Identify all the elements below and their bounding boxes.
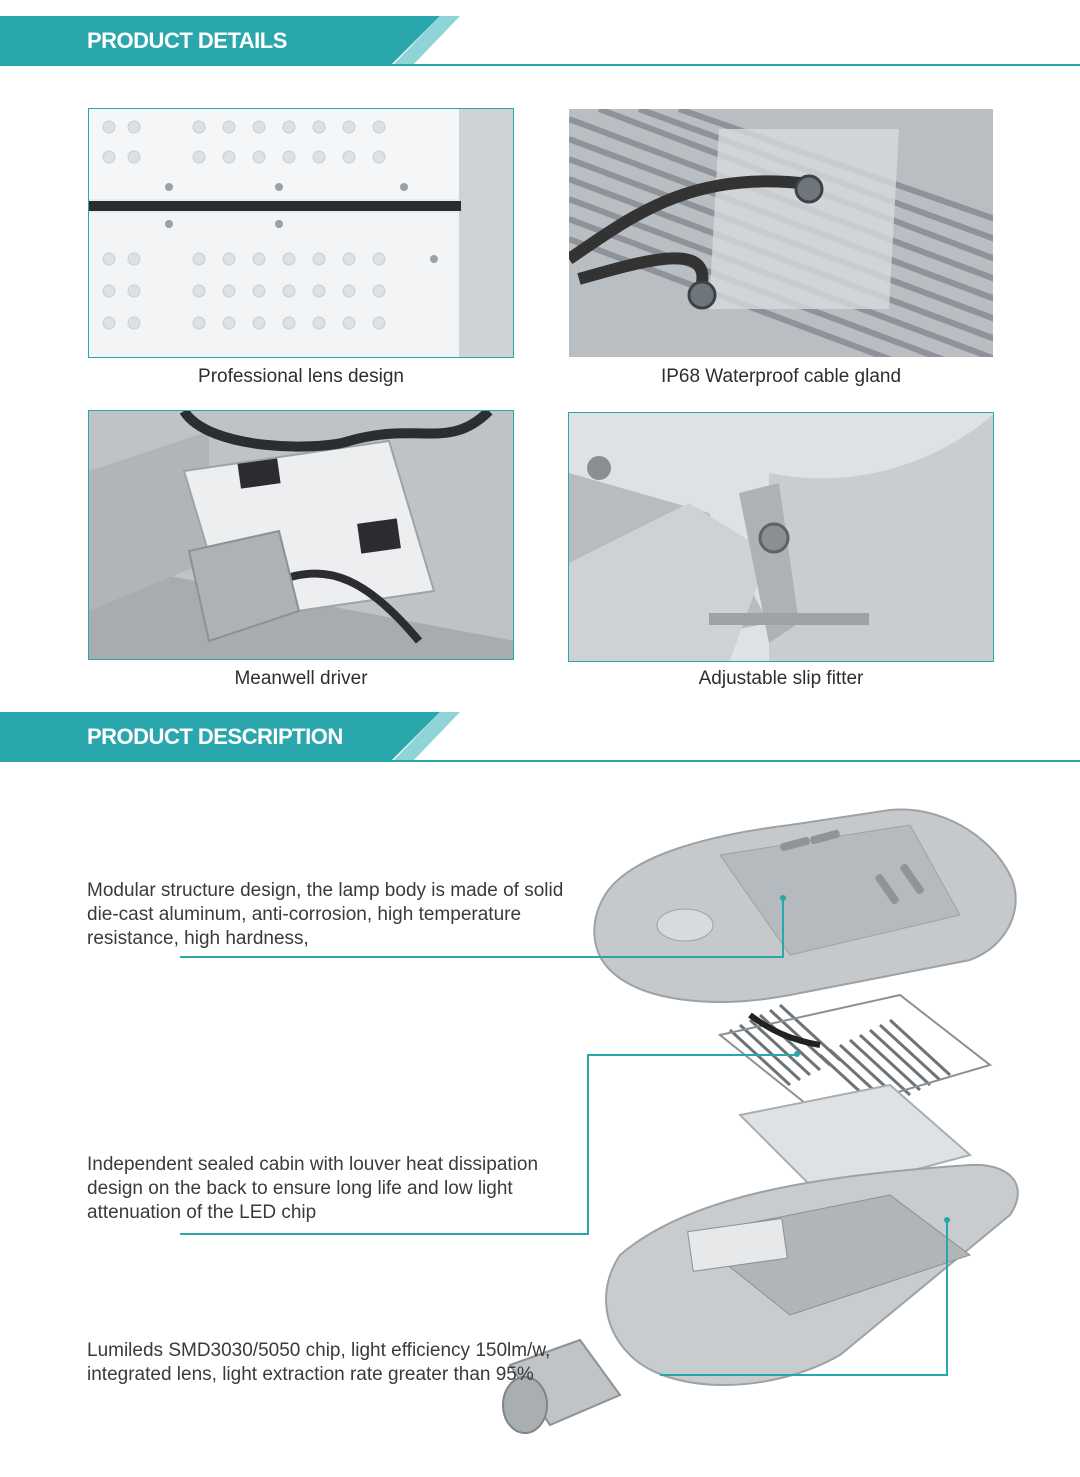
feature-led-chip: Lumileds SMD3030/5050 chip, light efficiency 150lm/w, integrated lens, light extraction rate greater than 95% xyxy=(87,1340,551,1385)
callout-line-1 xyxy=(180,956,784,958)
feature-die-cast-body: Modular structure design, the lamp body is made of solid die-cast aluminum, anti-corrosion, high temperature resistance, high hardness, xyxy=(87,880,564,949)
lens-image xyxy=(89,109,514,358)
caption-meanwell-driver: Meanwell driver xyxy=(234,668,368,689)
meanwell-driver-image xyxy=(89,411,514,660)
slip-fitter-image xyxy=(569,413,994,662)
photo-slip-fitter xyxy=(568,412,994,662)
cable-gland-image xyxy=(569,109,994,358)
callout-dot-2 xyxy=(794,1051,800,1057)
callout-line-2-top xyxy=(587,1054,797,1056)
photo-cable-gland xyxy=(568,108,994,358)
photo-meanwell-driver xyxy=(88,410,514,660)
callout-line-3 xyxy=(660,1374,948,1376)
callout-dot-1 xyxy=(780,895,786,901)
callout-line-2 xyxy=(180,1233,588,1235)
details-banner xyxy=(0,16,1080,76)
callout-dot-3 xyxy=(944,1217,950,1223)
photo-lens-design xyxy=(88,108,514,358)
description-banner xyxy=(0,712,1080,772)
section-title-description: PRODUCT DESCRIPTION xyxy=(87,724,343,749)
section-title-details: PRODUCT DETAILS xyxy=(87,28,287,53)
callout-line-1-vertical xyxy=(782,898,784,958)
caption-lens-design: Professional lens design xyxy=(198,366,404,387)
caption-slip-fitter: Adjustable slip fitter xyxy=(698,668,864,689)
caption-cable-gland: IP68 Waterproof cable gland xyxy=(660,366,902,387)
callout-line-3-vertical xyxy=(946,1220,948,1376)
callout-line-2-vertical xyxy=(587,1054,589,1235)
feature-sealed-cabin: Independent sealed cabin with louver heat dissipation design on the back to ensure long life and low light attenuation of the LED chip xyxy=(87,1154,539,1223)
